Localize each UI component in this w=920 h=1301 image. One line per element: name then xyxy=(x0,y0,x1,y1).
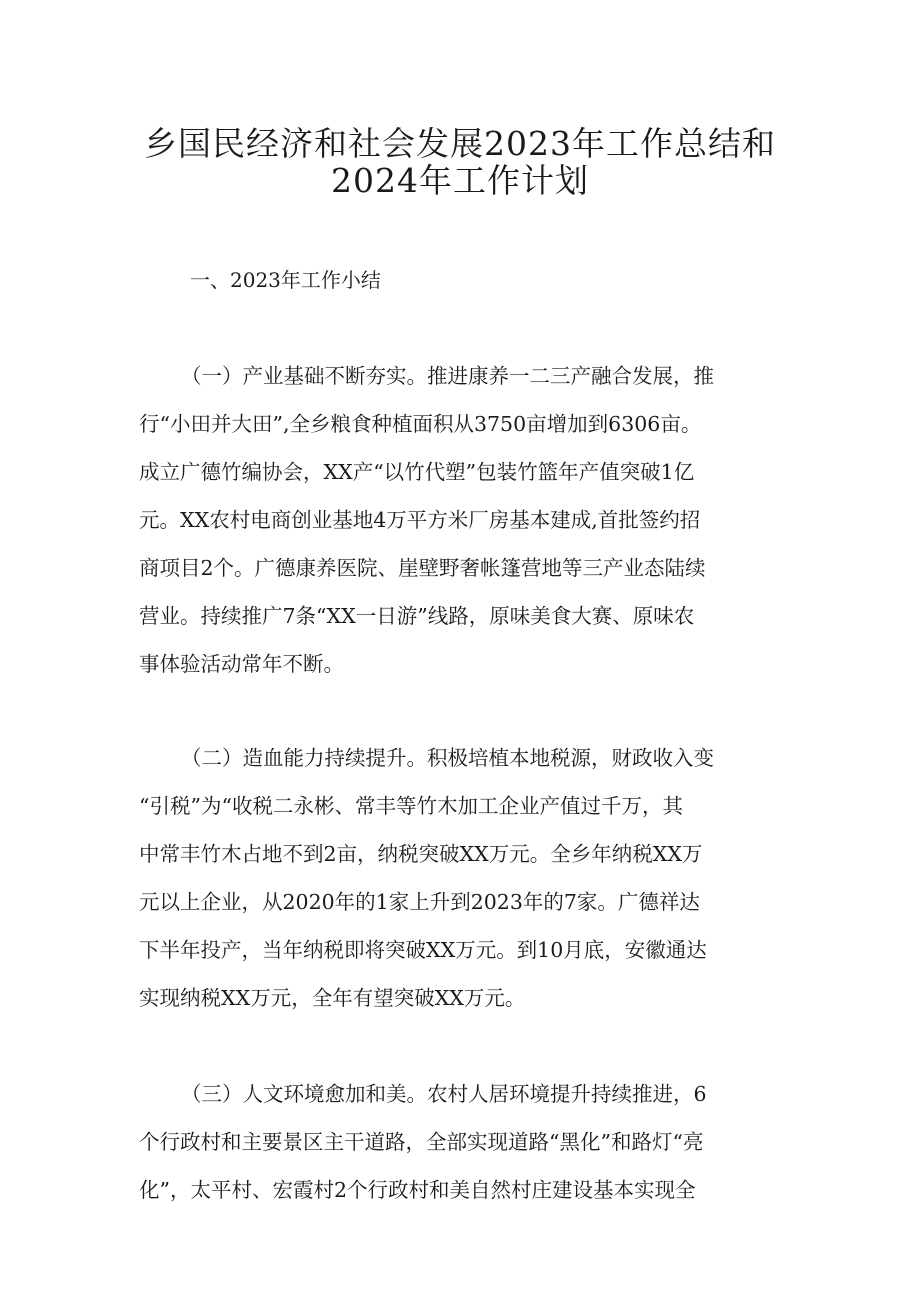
paragraph-line: 元以上企业，从2020年的1家上升到2023年的7家。广德祥达 xyxy=(139,890,700,914)
document-title-line-1: 乡国民经济和社会发展2023年工作总结和 xyxy=(144,124,776,163)
paragraph-line: 化”，太平村、宏霞村2个行政村和美自然村庄建设基本实现全 xyxy=(139,1178,696,1202)
document-title-line-2: 2024年工作计划 xyxy=(331,161,589,200)
paragraph-3 xyxy=(139,1070,785,1214)
paragraph-line: 营业。持续推广7条“XX一日游”线路，原味美食大赛、原味农 xyxy=(139,604,695,628)
paragraph-line: （三）人文环境愈加和美。农村人居环境提升持续推进，6 xyxy=(181,1082,707,1106)
paragraph-line: 行“小田并大田”,全乡粮食种植面积从3750亩增加到6306亩。 xyxy=(139,412,702,436)
paragraph-1 xyxy=(139,352,785,688)
paragraph-line: 商项目2个。广德康养医院、崖壁野奢帐篷营地等三产业态陆续 xyxy=(139,556,706,580)
paragraph-line: 实现纳税XX万元，全年有望突破XX万元。 xyxy=(139,986,526,1010)
paragraph-line: （二）造血能力持续提升。积极培植本地税源，财政收入变 xyxy=(181,746,714,770)
paragraph-line: 元。XX农村电商创业基地4万平方米厂房基本建成,首批签约招 xyxy=(139,508,701,532)
paragraph-line: （一）产业基础不断夯实。推进康养一二三产融合发展，推 xyxy=(181,364,714,388)
paragraph-line: 成立广德竹编协会，XX产“以竹代塑”包装竹篮年产值突破1亿 xyxy=(139,460,695,484)
section-heading: 一、2023年工作小结 xyxy=(190,268,381,292)
paragraph-line: 下半年投产，当年纳税即将突破XX万元。到10月底，安徽通达 xyxy=(139,938,707,962)
paragraph-line: “引税”为“收税二永彬、常丰等竹木加工企业产值过千万，其 xyxy=(139,794,683,818)
paragraph-line: 个行政村和主要景区主干道路，全部实现道路“黑化”和路灯“亮 xyxy=(139,1130,704,1154)
paragraph-line: 中常丰竹木占地不到2亩，纳税突破XX万元。全乡年纳税XX万 xyxy=(139,842,703,866)
paragraph-2 xyxy=(139,734,785,1022)
paragraph-line: 事体验活动常年不断。 xyxy=(139,652,344,676)
